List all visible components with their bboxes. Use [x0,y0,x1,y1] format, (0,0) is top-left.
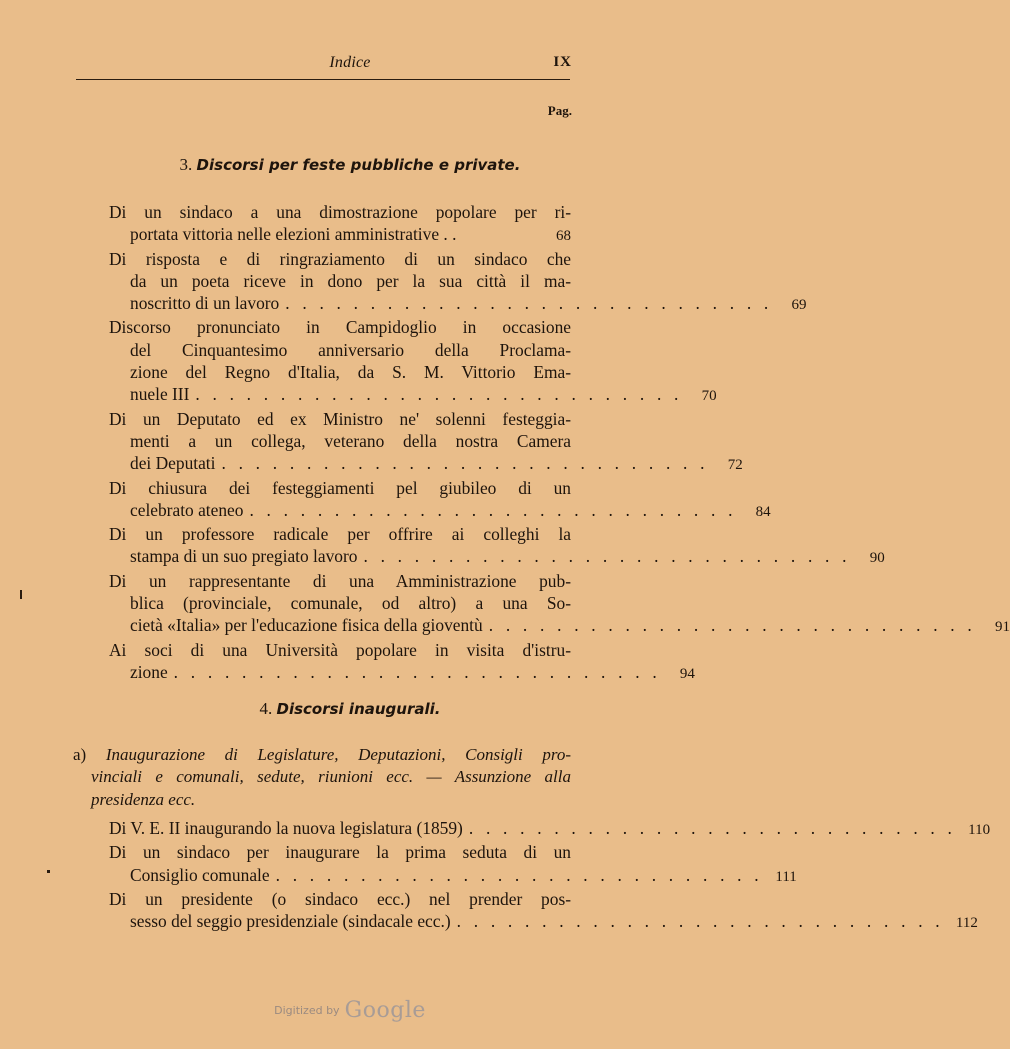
entry-line [109,570,571,592]
entry-line [109,888,571,910]
leader-dots: . . . . . . . . . . . . . . . . . . . . . . . . . . . . . [249,499,737,520]
page-number: 91 [994,619,1010,636]
entry-text: dei Deputati [130,453,216,474]
section-3-number: 3. [179,155,193,174]
page-folio: IX [553,54,572,70]
section-3-entry [109,477,771,524]
entry-line [109,523,571,545]
subsection-a-line-1 [73,744,571,766]
leader-dots: . . . . . . . . . . . . . . . . . . . . . . . . . . . . . [456,911,944,932]
running-header-title: Indice [329,54,371,71]
page-number: 84 [755,503,771,520]
margin-speck [20,590,22,599]
page-number: 112 [955,915,978,932]
leader-dots: . . . . . . . . . . . . . . . . . . . . . . . . . . . . . [221,453,709,474]
digitized-watermark [0,998,700,1023]
section-3-title: Discorsi per feste pubbliche e private. [196,156,521,174]
entry-text: sesso del seggio presidenziale (sindacale ecc.) [130,911,451,932]
subsection-a-text-1: Inaugurazione di Legislature, Deputazioni, Consigli pro- [105,745,572,764]
entry-line [109,408,571,430]
margin-speck [47,870,50,873]
section-3-entry [109,248,807,317]
entry-text: zione del Regno d'Italia, da S. M. Vittorio Ema- [130,362,571,383]
subsection-a-text-2: vinciali e comunali, sedute, riunioni ecc. — Assunzione alla [91,767,571,787]
pag-column-label: Pag. [547,103,572,118]
entry-text: Di chiusura dei festeggiamenti pel giubileo di un [109,477,571,498]
entry-text: Di V. E. II inaugurando la nuova legislatura (1859) [109,818,463,838]
entry-line [109,545,885,569]
section-3-entry [109,639,695,686]
entry-line [109,339,571,361]
entry-line [109,452,743,476]
entry-text: Di un professore radicale per offrire ai colleghi la [109,524,571,545]
section-4a-entry [109,841,797,888]
entry-text: portata vittoria nelle elezioni amministrative . . [130,224,457,245]
leader-dots: . . . . . . . . . . . . . . . . . . . . . . . . . . . . . [363,546,851,567]
entry-line [109,248,571,270]
leader-dots: . . . . . . . . . . . . . . . . . . . . . . . . . . . . . [488,615,976,636]
subsection-a-label: a) [73,745,87,764]
entry-text: Di un sindaco per inaugurare la prima seduta di un [109,842,571,863]
entry-text: del Cinquantesimo anniversario della Proclama- [130,339,571,360]
entry-line [109,841,571,863]
entry-text: Di un presidente (o sindaco ecc.) nel prender pos- [109,888,571,909]
entry-line [109,592,571,614]
section-3-entry [109,201,571,248]
entry-text: Di un sindaco a una dimostrazione popolare per ri- [109,202,571,222]
leader-dots: . . . . . . . . . . . . . . . . . . . . . . . . . . . . . [173,661,661,682]
section-4a-entry [109,888,978,935]
entry-text: celebrato ateneo [130,499,244,520]
page-number: 111 [775,868,797,885]
entry-text: Discorso pronunciato in Campidoglio in occasione [109,317,571,338]
entry-line [109,639,571,661]
entry-text: nuele III [130,384,190,405]
google-logo: Google [344,998,426,1023]
entry-line [109,499,771,523]
page-number: 70 [701,388,717,405]
section-4a-entries [109,817,991,934]
page-number: 94 [679,665,695,682]
page-number: 69 [791,297,807,314]
section-4-number: 4. [259,699,273,718]
entry-text: Ai soci di una Università popolare in visita d'istru- [109,639,571,660]
entry-line [109,430,571,452]
entry-line [109,383,717,407]
entry-line [109,201,571,223]
entry-text: stampa di un suo pregiato lavoro [130,546,358,567]
entry-line [109,223,571,247]
entry-text: noscritto di un lavoro [130,293,280,314]
entry-text: Di un Deputato ed ex Ministro ne' solenni festeggia- [109,408,571,429]
watermark-prefix: Digitized by [274,1004,340,1017]
entry-line [109,477,571,499]
entry-line [109,817,991,841]
entry-text: Consiglio comunale [130,864,270,885]
entry-line [109,270,571,292]
entry-text: Di risposta e di ringraziamento di un sindaco che [109,248,571,269]
subsection-a-text-3: presidenza ecc. [91,789,196,809]
page-number: 90 [869,550,885,567]
entry-text: menti a un collega, veterano della nostra Camera [130,430,571,451]
leader-dots: . . . . . . . . . . . . . . . . . . . . . . . . . . . . . [285,293,773,314]
section-3-entries [109,201,1010,685]
header-rule [76,79,570,80]
entry-line [109,316,571,338]
entry-text: blica (provinciale, comunale, od altro) a una So- [130,593,571,614]
entry-text: zione [130,661,168,682]
entry-line [109,292,807,316]
entry-line [109,661,695,685]
section-3-entry [109,408,743,477]
entry-text: cietà «Italia» per l'educazione fisica della gioventù [130,615,483,636]
entry-text: da un poeta riceve in dono per la sua città il ma- [130,270,571,291]
page-number: 72 [727,457,743,474]
entry-line [109,614,1010,638]
leader-dots: . . . . . . . . . . . . . . . . . . . . . . . . . . . . . [275,864,763,885]
section-3-entry [109,523,885,570]
section-3-entry [109,570,1010,639]
section-4-heading [0,699,700,719]
subsection-a-heading [73,744,571,811]
section-4-title: Discorsi inaugurali. [276,700,441,718]
entry-line [109,864,797,888]
entry-line [109,361,571,383]
page-number: 110 [968,822,991,838]
page-number: 68 [556,228,571,245]
leader-dots: . . . . . . . . . . . . . . . . . . . . . . . . . . . . . [468,818,957,838]
entry-text: Di un rappresentante di una Amministrazione pub- [109,570,571,591]
section-3-heading [0,155,700,175]
leader-dots: . . . . . . . . . . . . . . . . . . . . . . . . . . . . . [195,384,683,405]
section-3-entry [109,316,717,407]
section-4a-entry [109,817,991,841]
entry-line [109,910,978,934]
